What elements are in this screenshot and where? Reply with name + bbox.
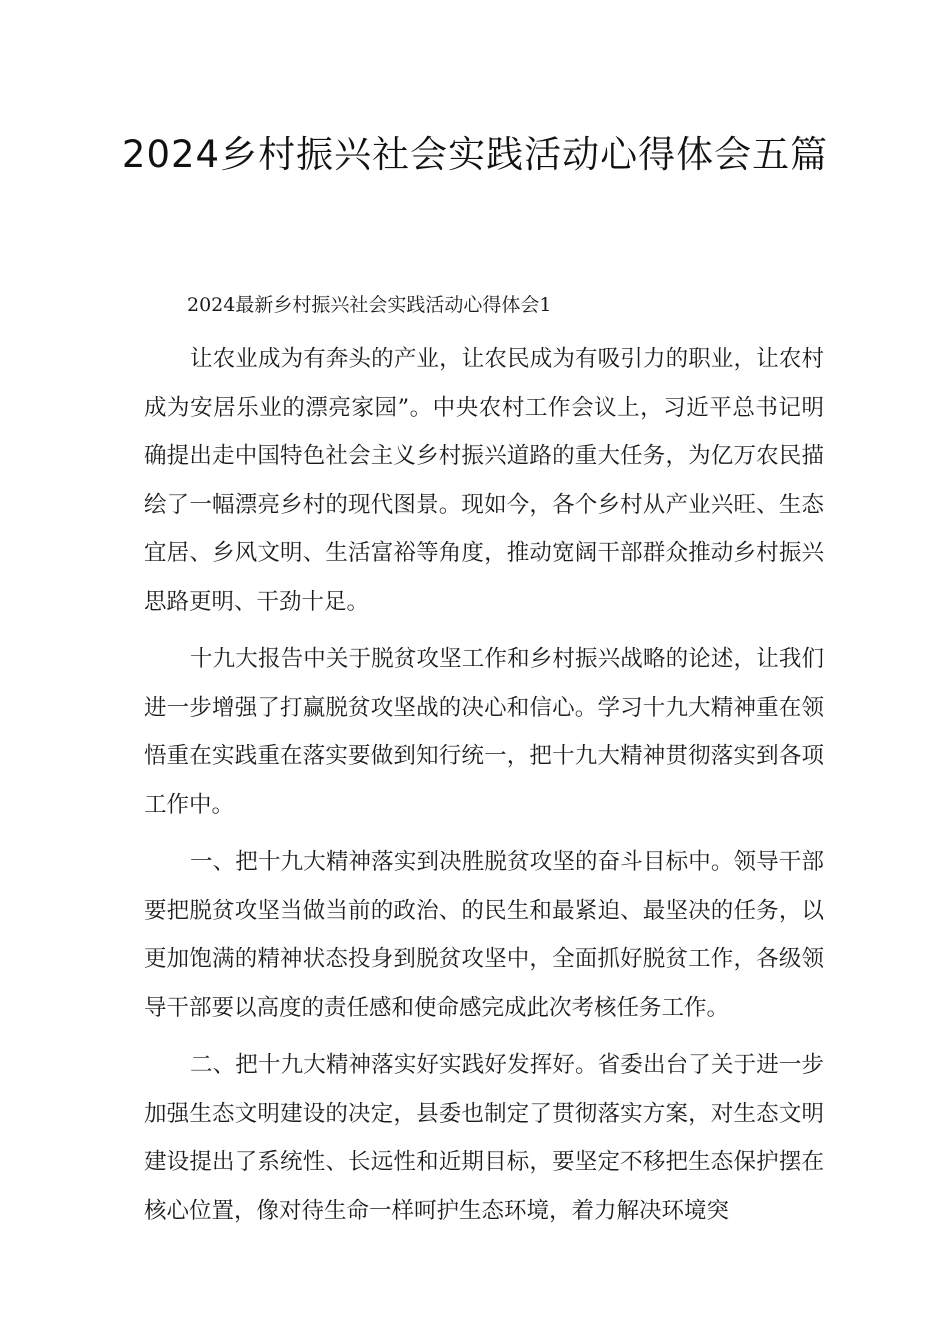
document-body [144, 284, 824, 1244]
body-paragraph: 十九大报告中关于脱贫攻坚工作和乡村振兴战略的论述，让我们进一步增强了打赢脱贫攻坚战的决心和信心。学习十九大精神重在领悟重在实践重在落实要做到知行统一，把十九大精神贯彻落实到各项工作中。 [144, 646, 824, 818]
body-paragraph: 让农业成为有奔头的产业，让农民成为有吸引力的职业，让农村成为安居乐业的漂亮家园”。中央农村工作会议上，习近平总书记明确提出走中国特色社会主义乡村振兴道路的重大任务，为亿万农民描绘了一幅漂亮乡村的现代图景。现如今，各个乡村从产业兴旺、生态宜居、乡风文明、生活富裕等角度，推动宽阔干部群众推动乡村振兴思路更明、干劲十足。 [144, 346, 824, 615]
section-subtitle: 2024最新乡村振兴社会实践活动心得体会1 [187, 294, 552, 316]
document-title: 2024乡村振兴社会实践活动心得体会五篇 [121, 133, 829, 176]
body-paragraph: 二、把十九大精神落实好实践好发挥好。省委出台了关于进一步加强生态文明建设的决定，县委也制定了贯彻落实方案，对生态文明建设提出了系统性、长远性和近期目标，要坚定不移把生态保护摆在核心位置，像对待生命一样呵护生态环境，着力解决环境突 [144, 1052, 824, 1224]
body-paragraph: 一、把十九大精神落实到决胜脱贫攻坚的奋斗目标中。领导干部要把脱贫攻坚当做当前的政治、的民生和最紧迫、最坚决的任务，以更加饱满的精神状态投身到脱贫攻坚中，全面抓好脱贫工作，各级领导干部要以高度的责任感和使命感完成此次考核任务工作。 [144, 849, 824, 1021]
